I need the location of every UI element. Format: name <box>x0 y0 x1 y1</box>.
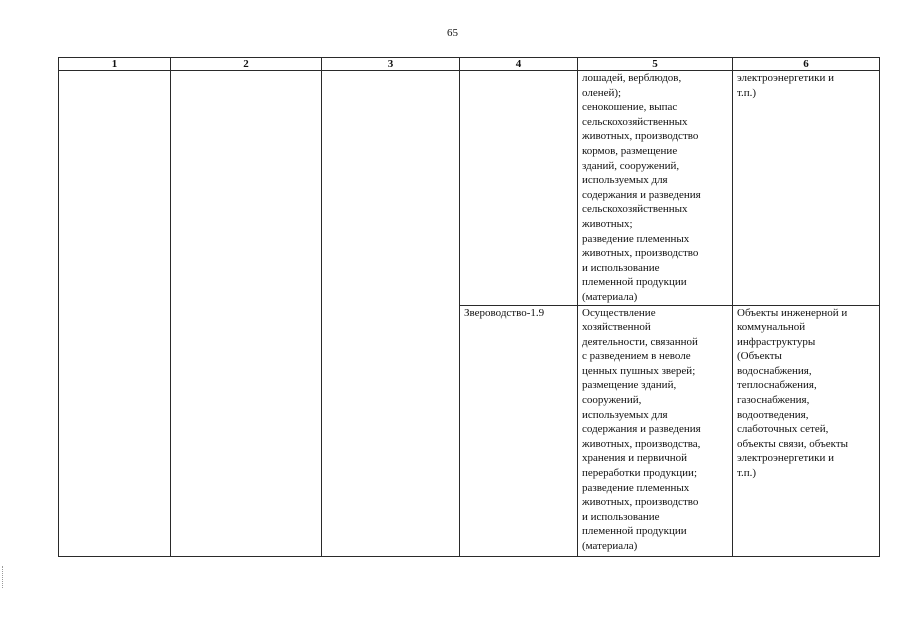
cell-text-line: разведение племенных <box>582 481 690 494</box>
cell-text-line: хозяйственной <box>582 321 651 334</box>
cell-text-line: разведение племенных <box>582 232 690 245</box>
cell-text-line: инфраструктуры <box>737 335 816 348</box>
cell-col5 <box>578 71 733 306</box>
land-use-table <box>58 57 880 557</box>
cell-text-line: водоснабжения, <box>737 364 812 377</box>
cell-text-line: с разведением в неволе <box>582 350 691 363</box>
header-row <box>59 58 880 71</box>
cell-text-line: т.п.) <box>737 467 757 480</box>
cell-text-line: (материала) <box>582 540 638 552</box>
cell-text-line: слаботочных сетей, <box>737 423 829 436</box>
cell-text-line: племенной продукции <box>582 525 687 538</box>
cell-col3 <box>322 71 460 557</box>
cell-text-line: водоотведения, <box>737 408 809 421</box>
column-header-2: 2 <box>171 58 322 71</box>
cell-text-line: (материала) <box>582 290 638 303</box>
cell-text-line: Звероводство-1.9 <box>464 306 545 319</box>
cell-text-line: переработки продукции; <box>582 467 698 480</box>
cell-text-line: зданий, сооружений, <box>582 159 680 172</box>
cell-text-line: лошадей, верблюдов, <box>582 72 682 84</box>
cell-text-line: объекты связи, объекты <box>737 437 849 450</box>
cell-text-line: Осуществление <box>582 306 656 319</box>
cell-text-line: (Объекты <box>737 350 782 363</box>
cell-text-line: племенной продукции <box>582 276 687 289</box>
cell-col2 <box>171 71 322 557</box>
cell-text-line: оленей); <box>582 86 622 99</box>
cell-text-line: и использование <box>582 510 660 523</box>
cell-col4 <box>460 305 578 556</box>
cell-text-line: животных, производство <box>582 247 699 260</box>
page-number: 65 <box>447 27 458 39</box>
cell-text-line: ценных пушных зверей; <box>582 364 696 377</box>
cell-text-line: содержания и разведения <box>582 423 701 436</box>
cell-text-line: животных, производство <box>582 130 699 143</box>
cell-text-line: и использование <box>582 261 660 274</box>
column-header-5: 5 <box>578 58 733 71</box>
cell-col1 <box>59 71 171 557</box>
cell-text-line: сельскохозяйственных <box>582 203 688 216</box>
cell-col4 <box>460 71 578 306</box>
cell-text-line: газоснабжения, <box>737 394 810 407</box>
cell-text-line: сельскохозяйственных <box>582 115 688 128</box>
cell-text-line: коммунальной <box>737 321 806 334</box>
cell-text-line: кормов, размещение <box>582 144 678 157</box>
column-header-4: 4 <box>460 58 578 71</box>
column-header-1: 1 <box>59 58 171 71</box>
cell-col5 <box>578 305 733 556</box>
cell-text-line: используемых для <box>582 408 668 421</box>
cell-text-line: размещение зданий, <box>582 379 677 392</box>
cell-text-line: животных, производство <box>582 496 699 509</box>
cell-text-line: т.п.) <box>737 86 757 99</box>
cell-text-line: электроэнергетики и <box>737 72 834 84</box>
cell-text-line: хранения и первичной <box>582 452 688 465</box>
cell-text-line: животных; <box>582 217 633 230</box>
cell-text-line: Объекты инженерной и <box>737 306 848 319</box>
table-row <box>59 71 880 306</box>
cell-col6 <box>733 305 880 556</box>
scan-edge-mark <box>2 566 7 588</box>
cell-text-line: содержания и разведения <box>582 188 701 201</box>
column-header-6: 6 <box>733 58 880 71</box>
cell-text-line: деятельности, связанной <box>582 335 698 348</box>
cell-text-line: сооружений, <box>582 394 642 407</box>
cell-text-line: используемых для <box>582 174 668 187</box>
cell-text-line: электроэнергетики и <box>737 452 834 465</box>
cell-col6 <box>733 71 880 306</box>
cell-text-line: сенокошение, выпас <box>582 101 678 114</box>
cell-text-line: теплоснабжения, <box>737 379 817 392</box>
column-header-3: 3 <box>322 58 460 71</box>
cell-text-line: животных, производства, <box>582 437 701 450</box>
